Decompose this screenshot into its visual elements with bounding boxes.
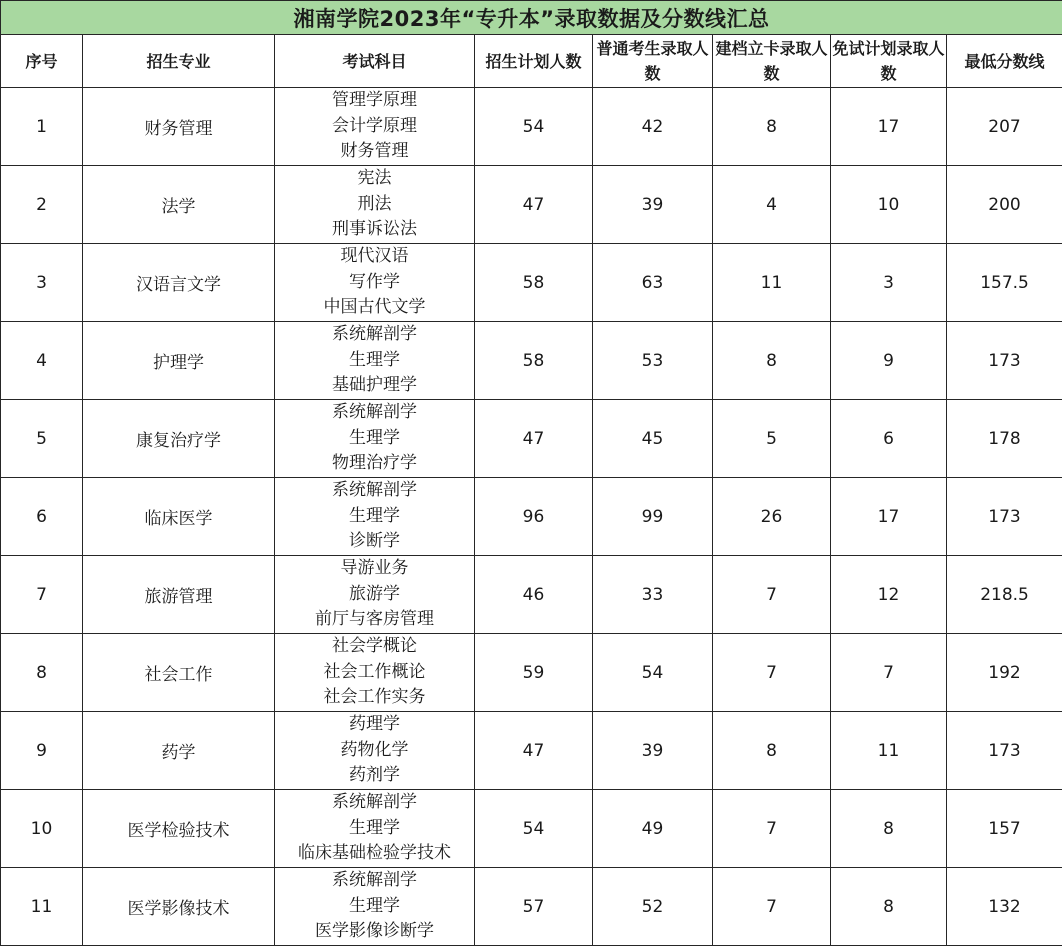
row-number: 3 [1, 244, 83, 322]
exam-subjects [275, 712, 475, 790]
poverty-admitted: 8 [713, 88, 831, 166]
poverty-admitted: 26 [713, 478, 831, 556]
poverty-admitted: 8 [713, 712, 831, 790]
table-row [1, 634, 1062, 712]
exam-subject: 物理治疗学 [332, 453, 417, 474]
table-row [1, 88, 1062, 166]
plan-count: 46 [475, 556, 593, 634]
header-no: 序号 [1, 35, 83, 88]
exam-subject: 药剂学 [349, 765, 400, 786]
min-score: 192 [947, 634, 1062, 712]
header-plan: 招生计划人数 [475, 35, 593, 88]
exam-subject: 管理学原理 [332, 90, 417, 111]
exam-subject: 临床基础检验学技术 [298, 843, 451, 864]
exempt-admitted: 7 [831, 634, 947, 712]
regular-admitted: 53 [593, 322, 713, 400]
exam-subject: 生理学 [349, 505, 400, 526]
exempt-admitted: 8 [831, 790, 947, 868]
poverty-admitted: 11 [713, 244, 831, 322]
major-name: 康复治疗学 [83, 400, 275, 478]
exam-subjects [275, 790, 475, 868]
plan-count: 59 [475, 634, 593, 712]
header-subjects: 考试科目 [275, 35, 475, 88]
row-number: 10 [1, 790, 83, 868]
min-score: 218.5 [947, 556, 1062, 634]
table-row [1, 478, 1062, 556]
poverty-admitted: 8 [713, 322, 831, 400]
exam-subject: 药物化学 [340, 739, 409, 760]
min-score: 173 [947, 322, 1062, 400]
exempt-admitted: 10 [831, 166, 947, 244]
min-score: 132 [947, 868, 1062, 946]
exam-subjects [275, 634, 475, 712]
exam-subject: 系统解剖学 [332, 870, 417, 891]
min-score: 173 [947, 478, 1062, 556]
exam-subject: 生理学 [349, 349, 400, 370]
major-name: 旅游管理 [83, 556, 275, 634]
row-number: 9 [1, 712, 83, 790]
table-row [1, 166, 1062, 244]
plan-count: 58 [475, 322, 593, 400]
header-poverty: 建档立卡录取人数 [713, 35, 831, 88]
major-name: 药学 [83, 712, 275, 790]
exam-subject: 生理学 [349, 817, 400, 838]
exempt-admitted: 9 [831, 322, 947, 400]
exam-subjects [275, 244, 475, 322]
major-name: 社会工作 [83, 634, 275, 712]
regular-admitted: 63 [593, 244, 713, 322]
major-name: 临床医学 [83, 478, 275, 556]
poverty-admitted: 7 [713, 634, 831, 712]
plan-count: 54 [475, 88, 593, 166]
regular-admitted: 39 [593, 166, 713, 244]
row-number: 5 [1, 400, 83, 478]
exam-subject: 社会工作概论 [323, 661, 426, 682]
table-body [1, 88, 1062, 946]
regular-admitted: 49 [593, 790, 713, 868]
min-score: 207 [947, 88, 1062, 166]
table-row [1, 400, 1062, 478]
exam-subjects [275, 556, 475, 634]
exam-subjects [275, 166, 475, 244]
table-row [1, 790, 1062, 868]
exam-subject: 系统解剖学 [332, 480, 417, 501]
plan-count: 54 [475, 790, 593, 868]
plan-count: 47 [475, 712, 593, 790]
min-score: 178 [947, 400, 1062, 478]
major-name: 医学检验技术 [83, 790, 275, 868]
plan-count: 57 [475, 868, 593, 946]
min-score: 157.5 [947, 244, 1062, 322]
exam-subject: 财务管理 [340, 141, 409, 162]
plan-count: 96 [475, 478, 593, 556]
major-name: 财务管理 [83, 88, 275, 166]
row-number: 2 [1, 166, 83, 244]
exempt-admitted: 17 [831, 88, 947, 166]
exam-subject: 会计学原理 [332, 115, 417, 136]
exam-subject: 现代汉语 [340, 246, 409, 267]
major-name: 法学 [83, 166, 275, 244]
header-exempt: 免试计划录取人数 [831, 35, 947, 88]
exam-subject: 社会工作实务 [323, 687, 426, 708]
exam-subject: 社会学概论 [332, 636, 417, 657]
table-title: 湘南学院2023年“专升本”录取数据及分数线汇总 [1, 1, 1062, 35]
exam-subject: 刑法 [357, 193, 392, 214]
regular-admitted: 42 [593, 88, 713, 166]
exam-subjects [275, 88, 475, 166]
exam-subject: 基础护理学 [332, 375, 417, 396]
regular-admitted: 52 [593, 868, 713, 946]
regular-admitted: 45 [593, 400, 713, 478]
exempt-admitted: 3 [831, 244, 947, 322]
regular-admitted: 39 [593, 712, 713, 790]
header-min-score: 最低分数线 [947, 35, 1062, 88]
table-row [1, 244, 1062, 322]
exam-subject: 生理学 [349, 427, 400, 448]
poverty-admitted: 7 [713, 556, 831, 634]
row-number: 4 [1, 322, 83, 400]
regular-admitted: 99 [593, 478, 713, 556]
plan-count: 47 [475, 166, 593, 244]
exam-subject: 宪法 [357, 168, 392, 189]
exempt-admitted: 11 [831, 712, 947, 790]
min-score: 157 [947, 790, 1062, 868]
exam-subjects [275, 478, 475, 556]
poverty-admitted: 7 [713, 868, 831, 946]
regular-admitted: 54 [593, 634, 713, 712]
exam-subject: 前厅与客房管理 [315, 609, 434, 630]
exam-subject: 系统解剖学 [332, 792, 417, 813]
header-major: 招生专业 [83, 35, 275, 88]
plan-count: 47 [475, 400, 593, 478]
poverty-admitted: 4 [713, 166, 831, 244]
exam-subject: 中国古代文学 [323, 297, 426, 318]
exam-subject: 刑事诉讼法 [332, 219, 417, 240]
row-number: 6 [1, 478, 83, 556]
table-row [1, 712, 1062, 790]
row-number: 1 [1, 88, 83, 166]
exam-subjects [275, 868, 475, 946]
exempt-admitted: 17 [831, 478, 947, 556]
poverty-admitted: 7 [713, 790, 831, 868]
exam-subject: 旅游学 [349, 583, 400, 604]
row-number: 8 [1, 634, 83, 712]
major-name: 护理学 [83, 322, 275, 400]
min-score: 200 [947, 166, 1062, 244]
plan-count: 58 [475, 244, 593, 322]
header-regular: 普通考生录取人数 [593, 35, 713, 88]
exam-subject: 系统解剖学 [332, 324, 417, 345]
exempt-admitted: 12 [831, 556, 947, 634]
exam-subjects [275, 400, 475, 478]
exam-subject: 医学影像诊断学 [315, 921, 434, 942]
exam-subject: 写作学 [349, 271, 400, 292]
exam-subjects [275, 322, 475, 400]
poverty-admitted: 5 [713, 400, 831, 478]
table-row [1, 556, 1062, 634]
major-name: 汉语言文学 [83, 244, 275, 322]
exam-subject: 生理学 [349, 895, 400, 916]
exam-subject: 诊断学 [349, 531, 400, 552]
row-number: 7 [1, 556, 83, 634]
row-number: 11 [1, 868, 83, 946]
exam-subject: 导游业务 [340, 558, 409, 579]
exam-subject: 系统解剖学 [332, 402, 417, 423]
regular-admitted: 33 [593, 556, 713, 634]
exempt-admitted: 6 [831, 400, 947, 478]
major-name: 医学影像技术 [83, 868, 275, 946]
exempt-admitted: 8 [831, 868, 947, 946]
table-row [1, 868, 1062, 946]
min-score: 173 [947, 712, 1062, 790]
table-row [1, 322, 1062, 400]
exam-subject: 药理学 [349, 714, 400, 735]
